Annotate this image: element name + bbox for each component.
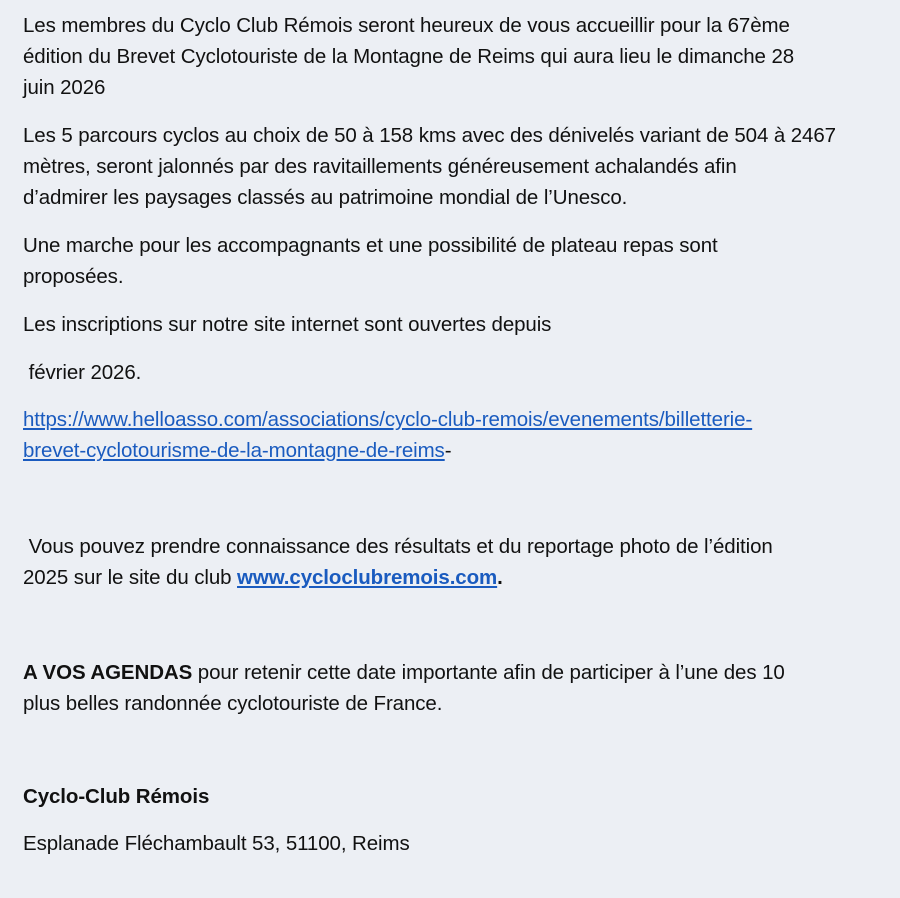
registration-link[interactable]: https://www.helloasso.com/associations/cyclo-club-remois/evenements/billetterie- (23, 408, 753, 431)
routes-line-2: mètres, seront jalonnés par des ravitaillements généreusement achalandés afin (23, 155, 737, 178)
agendas-line-2: plus belles randonnée cyclotouriste de France. (23, 692, 443, 715)
registration-link-line-2 (23, 435, 451, 466)
registration-date: février 2026. (23, 361, 142, 384)
walk-line-2: proposées. (23, 265, 124, 288)
agendas-text: pour retenir cette date importante afin de participer à l’une des 10 (192, 661, 785, 684)
registration-link-continued[interactable]: brevet-cyclotourisme-de-la-montagne-de-reims (23, 439, 445, 462)
results-line-2-text: 2025 sur le site du club (23, 566, 238, 589)
registration-link-line-1 (23, 404, 752, 435)
registration-text: Les inscriptions sur notre site internet sont ouvertes depuis (23, 313, 552, 336)
results-line-2 (23, 562, 503, 593)
intro-line-2: édition du Brevet Cyclotouriste de la Montagne de Reims qui aura lieu le dimanche 28 (23, 45, 795, 68)
club-website-link[interactable]: www.cycloclubremois.com (237, 566, 498, 589)
results-period: . (497, 566, 503, 589)
club-name: Cyclo-Club Rémois (23, 785, 210, 808)
intro-line-3: juin 2026 (23, 76, 106, 99)
results-line-1: Vous pouvez prendre connaissance des résultats et du reportage photo de l’édition (23, 535, 773, 558)
club-address: Esplanade Fléchambault 53, 51100, Reims (23, 832, 410, 855)
walk-line-1: Une marche pour les accompagnants et une possibilité de plateau repas sont (23, 234, 718, 257)
agendas-heading: A VOS AGENDAS (23, 661, 193, 684)
routes-line-1: Les 5 parcours cyclos au choix de 50 à 158 kms avec des dénivelés variant de 504 à 2467 (23, 124, 836, 147)
routes-line-3: d’admirer les paysages classés au patrimoine mondial de l’Unesco. (23, 186, 628, 209)
agendas-line-1 (23, 657, 785, 688)
link-trailing-dash: - (444, 439, 452, 462)
intro-line-1: Les membres du Cyclo Club Rémois seront heureux de vous accueillir pour la 67ème (23, 14, 790, 37)
